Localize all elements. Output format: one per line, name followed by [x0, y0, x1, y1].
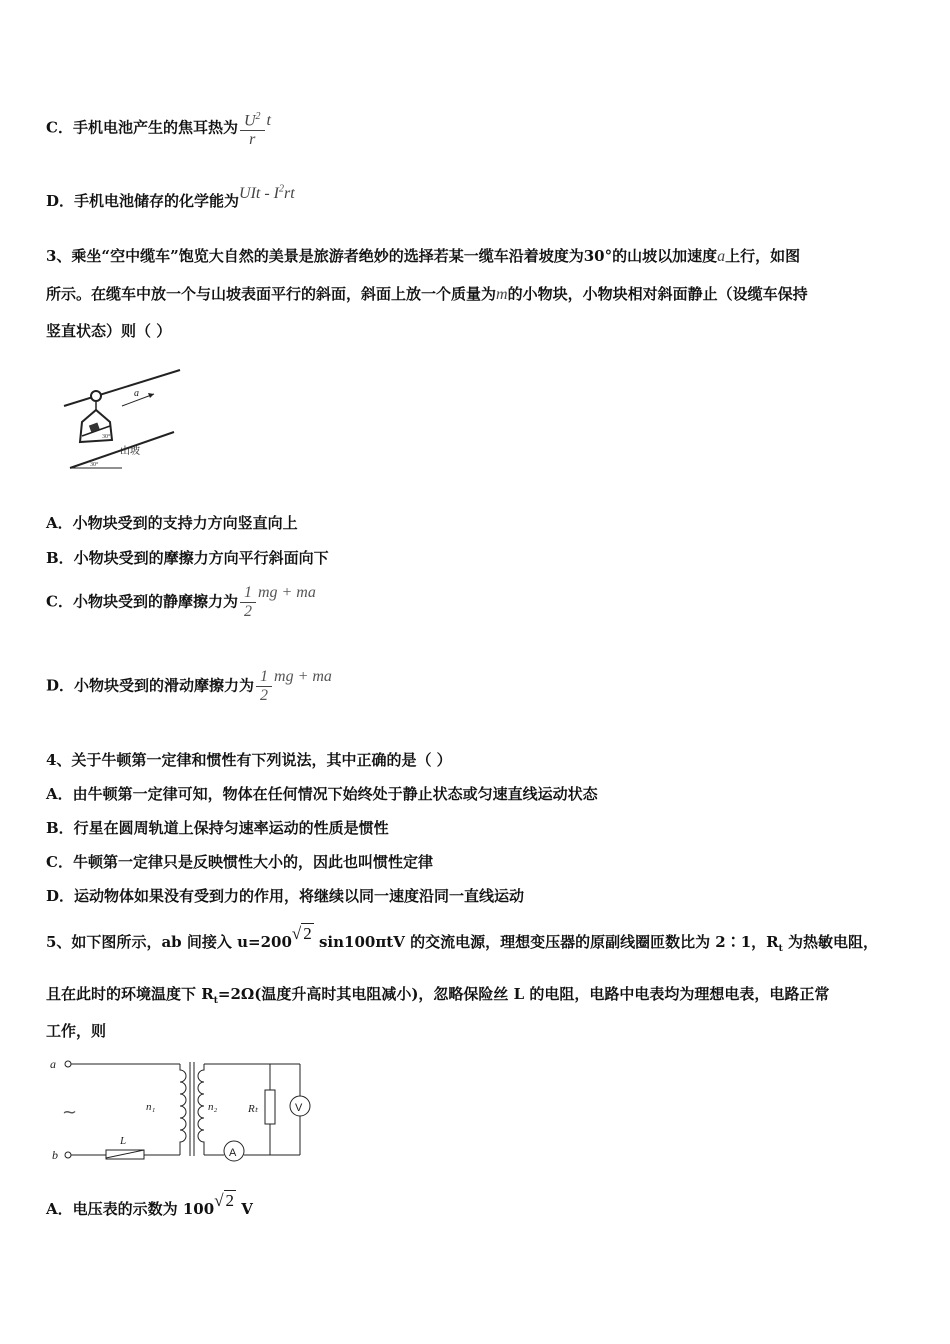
voltmeter-label: V	[295, 1102, 303, 1114]
sqrt-symbol: √ 2	[214, 1191, 235, 1210]
cable-car-figure	[62, 368, 182, 478]
transformer-circuit-figure	[48, 1052, 328, 1168]
option-c-prev-fraction: $\frac{U^2}{r}$	[240, 108, 265, 149]
sqrt-symbol: √ 2	[291, 924, 312, 943]
terminal-a	[65, 1061, 71, 1067]
q3-option-c-fraction: $\frac{1}{2}$	[240, 584, 256, 621]
q3-option-c: C．小物块受到的静摩擦力为 $\frac{1}{2}$ mg + ma	[46, 583, 316, 620]
q4-option-d: D．运动物体如果没有受到力的作用，将继续以同一速度沿同一直线运动	[46, 887, 525, 905]
fuse-label: L	[120, 1135, 127, 1147]
q3-stem-line2: 所示。在缆车中放一个与山坡表面平行的斜面，斜面上放一个质量为m的小物块，小物块相对斜面静止（设缆车保持	[46, 285, 808, 303]
q5-stem-line2: 且在此时的环境温度下 $R_t=2\Omega$(温度升高时其电阻减小)，忽略保险丝 L 的电阻，电路中电表均为理想电表，电路正常	[46, 985, 830, 1006]
secondary-coil	[198, 1064, 204, 1155]
thermistor-Rt	[265, 1090, 275, 1124]
terminal-b	[65, 1152, 71, 1158]
thermistor-label: Rₜ	[248, 1103, 258, 1115]
q4-option-c: C．牛顿第一定律只是反映惯性大小的，因此也叫惯性定律	[46, 853, 433, 871]
terminal-a-label: a	[50, 1057, 56, 1071]
n2-label: n₂	[208, 1101, 218, 1113]
slope-label: 山坡	[120, 446, 140, 457]
ac-source-symbol: ~	[62, 1102, 78, 1123]
q3-stem-line3: 竖直状态）则（ ）	[46, 322, 172, 340]
cable-line	[64, 370, 180, 406]
q5-option-a: A．电压表的示数为 100√ 2 V	[46, 1191, 253, 1218]
q4-stem: 4、关于牛顿第一定律和惯性有下列说法，其中正确的是（ ）	[46, 751, 452, 769]
accel-label: a	[134, 388, 139, 399]
terminal-b-label: b	[52, 1148, 58, 1162]
pulley	[91, 391, 101, 401]
option-d-prev-expr: UIt - $I^2rt$	[239, 183, 295, 202]
primary-coil	[180, 1064, 186, 1155]
q3-option-a: A．小物块受到的支持力方向竖直向上	[46, 514, 298, 532]
q3-option-b: B．小物块受到的摩擦力方向平行斜面向下	[46, 549, 329, 567]
option-c-prev-tail: t	[266, 111, 271, 129]
q5-stem-line3: 工作，则	[46, 1022, 107, 1040]
q4-option-a: A．由牛顿第一定律可知，物体在任何情况下始终处于静止状态或匀速直线运动状态	[46, 785, 598, 803]
q3-option-d: D．小物块受到的滑动摩擦力为 $\frac{1}{2}$ mg + ma	[46, 667, 332, 704]
option-d-prev	[46, 183, 295, 211]
q5-stem-line1: 5、如下图所示，ab 间接入 u=200√ 2 sin100πtV 的交流电源，理想变压器的原副线圈匝数比为 2∶1，$R_t$ 为热敏电阻，	[46, 924, 879, 954]
option-c-prev-label: C．手机电池产生的焦耳热为	[46, 118, 238, 137]
option-c-prev	[46, 108, 271, 149]
q4-option-b: B．行星在圆周轨道上保持匀速率运动的性质是惯性	[46, 819, 389, 837]
q3-option-d-fraction: $\frac{1}{2}$	[256, 668, 272, 705]
angle-label-slope: 30°	[90, 462, 99, 468]
option-d-prev-label: D．手机电池储存的化学能为	[46, 192, 240, 210]
ammeter-label: A	[229, 1147, 237, 1159]
q3-stem-line1: 3、乘坐“空中缆车”饱览大自然的美景是旅游者绝妙的选择若某一缆车沿着坡度为30°的山坡以加速度a上行，如图	[46, 247, 801, 265]
n1-label: n₁	[146, 1101, 156, 1113]
angle-label-car: 30°	[102, 434, 111, 440]
